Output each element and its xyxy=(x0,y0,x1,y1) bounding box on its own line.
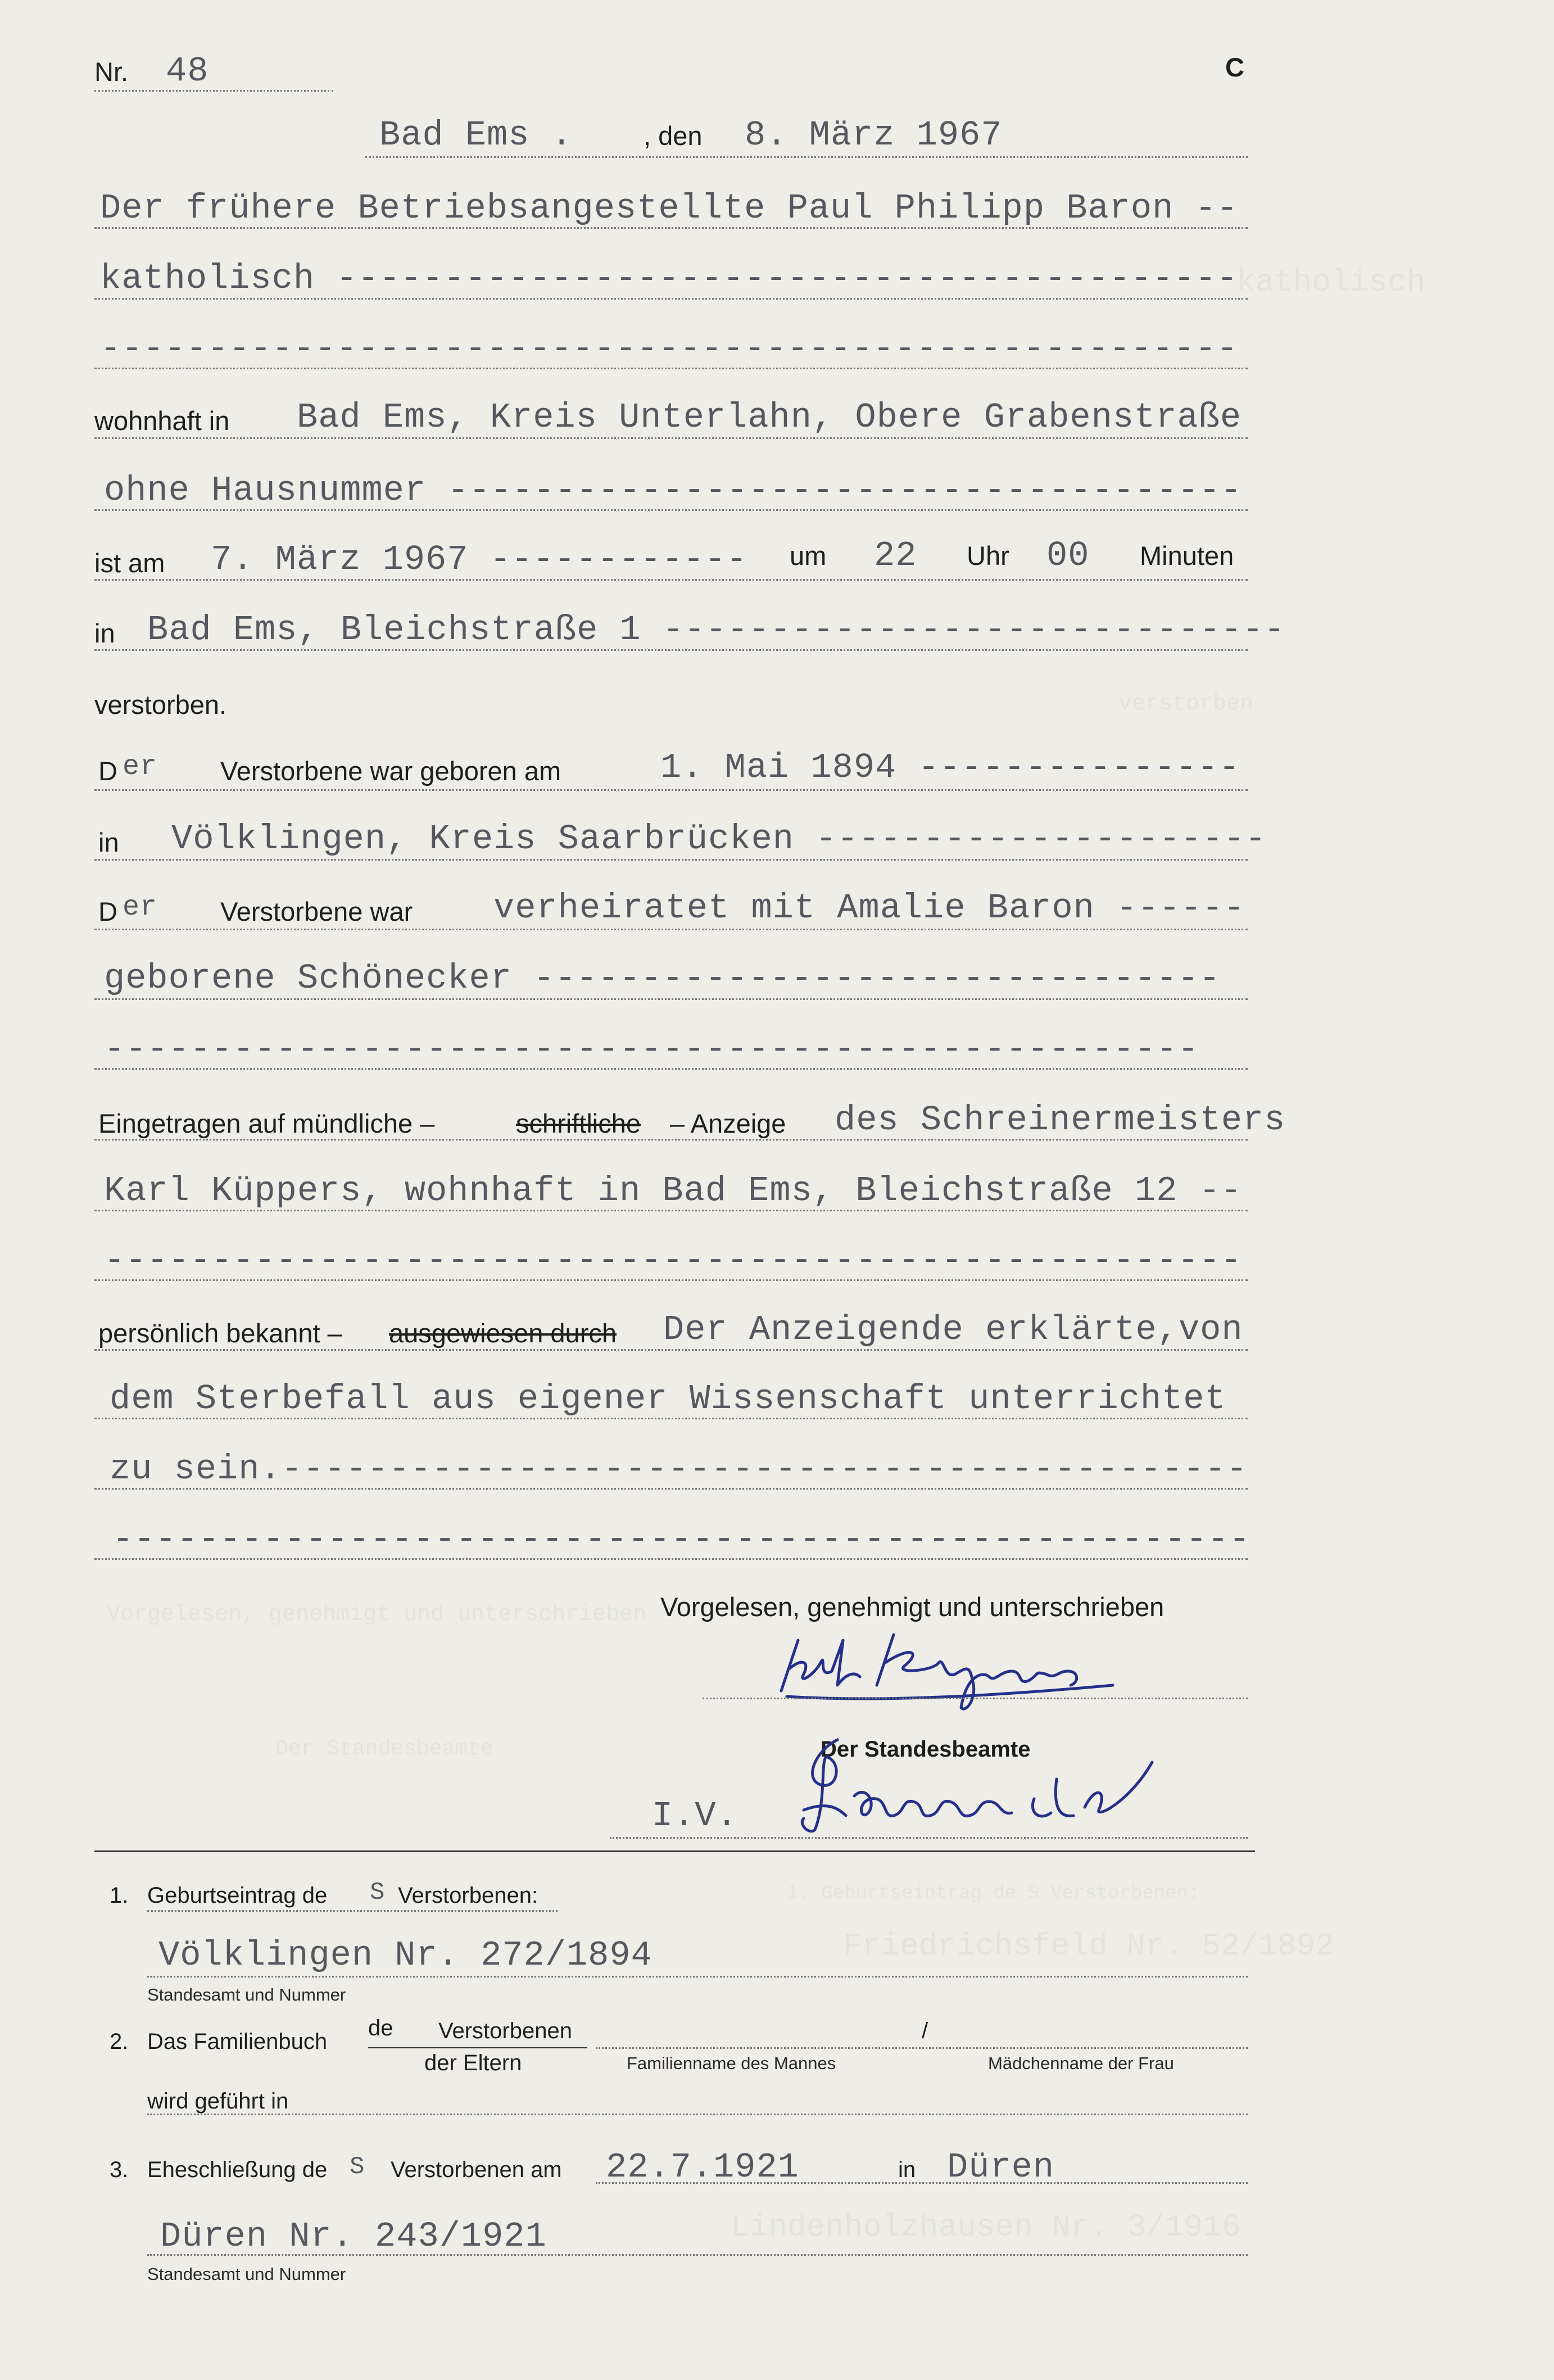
death-hour: 22 xyxy=(874,536,917,576)
rule xyxy=(147,2114,1248,2115)
family-book-de: de xyxy=(368,2016,393,2040)
rule xyxy=(94,649,1248,651)
registrar-title: Der Standesbeamte xyxy=(821,1737,1031,1762)
rule xyxy=(596,2182,1248,2184)
ist-am-label: ist am xyxy=(94,548,165,578)
rule xyxy=(94,509,1248,511)
bleed-through-text: Der Standesbeamte xyxy=(275,1737,493,1761)
death-date: 7. März 1967 ------------ xyxy=(211,540,748,580)
rule xyxy=(94,1349,1248,1351)
rule xyxy=(94,579,1248,581)
birth-in-label: in xyxy=(98,827,119,857)
rule xyxy=(94,998,1248,1000)
marriage-label-2: Verstorbenen am xyxy=(391,2157,562,2182)
known-struck-identified: ausgewiesen durch xyxy=(389,1318,617,1348)
uhr-label: Uhr xyxy=(967,541,1009,571)
register-number-label: Nr. xyxy=(94,57,129,87)
rule xyxy=(94,1279,1248,1281)
marriage-place: Düren xyxy=(947,2147,1055,2187)
informant-signature xyxy=(764,1618,1158,1719)
death-place: Bad Ems, Bleichstraße 1 ----------------------------- xyxy=(147,610,1285,650)
marriage-date: 22.7.1921 xyxy=(606,2147,799,2187)
birth-entry-s: S xyxy=(370,1879,386,1907)
rule xyxy=(94,1139,1248,1141)
registration-value-1: des Schreinermeisters xyxy=(835,1100,1286,1140)
minuten-label: Minuten xyxy=(1140,541,1234,571)
in-label: in xyxy=(94,618,115,648)
record-date: 8. März 1967 xyxy=(745,115,1003,155)
registration-value-7: ----------------------------------------------------- xyxy=(112,1519,1251,1559)
marital-d-suffix: er xyxy=(123,892,158,924)
marital-value-3: --------------------------------------------------- xyxy=(104,1029,1199,1069)
registration-value-6: zu sein.--------------------------------------------- xyxy=(110,1449,1248,1489)
bleed-through-text: katholisch xyxy=(1236,264,1426,300)
registration-label-2: – Anzeige xyxy=(670,1108,786,1138)
rule xyxy=(94,368,1248,369)
wohnhaft-label: wohnhaft in xyxy=(94,406,230,436)
wife-maiden-name-caption: Mädchenname der Frau xyxy=(988,2053,1174,2073)
birth-entry-value: Völklingen Nr. 272/1894 xyxy=(158,1935,653,1975)
family-book-slash: / xyxy=(922,2019,928,2043)
rule xyxy=(94,1418,1248,1419)
place-of-record: Bad Ems . xyxy=(379,115,573,155)
rule xyxy=(147,1910,558,1912)
registrar-signature xyxy=(792,1717,1231,1841)
birth-entry-label: Geburtseintrag de xyxy=(147,1883,328,1908)
registration-value-3: ----------------------------------------------------- xyxy=(104,1241,1242,1281)
footer-n1: 1. xyxy=(110,1883,129,1908)
rule xyxy=(94,1210,1248,1211)
um-label: um xyxy=(790,541,827,571)
rule xyxy=(94,298,1248,300)
rule xyxy=(368,2047,587,2048)
form-letter: C xyxy=(1225,52,1244,82)
rule xyxy=(94,1068,1248,1070)
section-divider xyxy=(94,1850,1255,1852)
rule xyxy=(703,1698,1248,1699)
marital-d-label: D xyxy=(98,897,117,926)
rule xyxy=(147,2254,1248,2256)
kept-in-label: wird geführt in xyxy=(147,2089,289,2114)
registration-value-4: Der Anzeigende erklärte,von xyxy=(663,1310,1243,1350)
bleed-through-text: Vorgelesen, genehmigt und unterschrieben xyxy=(107,1602,647,1627)
read-approved-signed-label: Vorgelesen, genehmigt und unterschrieben xyxy=(660,1592,1165,1622)
deceased-line-2: katholisch ------------------------------------------ xyxy=(100,259,1238,298)
birth-entry-label-2: Verstorbenen: xyxy=(398,1883,538,1908)
family-book-label: Das Familienbuch xyxy=(147,2029,328,2054)
rule xyxy=(94,1558,1248,1560)
rule xyxy=(94,227,1248,229)
rule xyxy=(94,1488,1248,1490)
rule xyxy=(94,789,1248,791)
registration-value-5: dem Sterbefall aus eigener Wissenschaft unterrichtet xyxy=(110,1379,1226,1419)
birth-d-label: D xyxy=(98,756,117,786)
marriage-s: S xyxy=(350,2153,365,2181)
bleed-through-text: Lindenholzhausen Nr. 3/1916 xyxy=(731,2209,1241,2245)
husband-surname-caption: Familienname des Mannes xyxy=(627,2053,836,2073)
registration-label: Eingetragen auf mündliche – xyxy=(98,1108,435,1138)
marriage-registry-value: Düren Nr. 243/1921 xyxy=(160,2216,547,2256)
deceased-line-3: ----------------------------------------------------- xyxy=(100,329,1238,369)
birth-date: 1. Mai 1894 --------------- xyxy=(660,748,1240,788)
bleed-through-text: 1. Geburtseintrag de S Verstorbenen: xyxy=(787,1883,1200,1904)
marriage-label: Eheschließung de xyxy=(147,2157,328,2182)
footer-n3: 3. xyxy=(110,2157,129,2182)
rule xyxy=(596,2047,1248,2049)
footer-n2: 2. xyxy=(110,2029,129,2054)
registry-office-caption-2: Standesamt und Nummer xyxy=(147,2264,346,2284)
rule xyxy=(94,90,333,92)
rule xyxy=(94,929,1248,930)
deceased-line-1: Der frühere Betriebsangestellte Paul Philipp Baron -- xyxy=(100,188,1238,228)
rule xyxy=(94,859,1248,861)
den-label: , den xyxy=(644,121,703,151)
marital-value-1: verheiratet mit Amalie Baron ------ xyxy=(493,888,1245,928)
residence-line-2: ohne Hausnummer ------------------------------------- xyxy=(104,470,1242,510)
register-number-value: 48 xyxy=(166,51,209,91)
registration-value-2: Karl Küppers, wohnhaft in Bad Ems, Bleichstraße 12 -- xyxy=(104,1171,1242,1211)
birth-place: Völklingen, Kreis Saarbrücken --------------------- xyxy=(171,819,1267,859)
known-label: persönlich bekannt – xyxy=(98,1318,342,1348)
rule xyxy=(610,1837,1248,1839)
iv-marker: I.V. xyxy=(652,1796,738,1836)
birth-d-suffix: er xyxy=(123,751,158,783)
rule xyxy=(147,1976,1248,1978)
residence-line-1: Bad Ems, Kreis Unterlahn, Obere Grabenstraße xyxy=(297,397,1242,437)
marital-value-2: geborene Schönecker -------------------------------- xyxy=(104,958,1221,998)
rule xyxy=(365,156,1248,158)
bleed-through-text: verstorben xyxy=(1118,691,1254,717)
family-book-deceased: Verstorbenen xyxy=(438,2019,572,2043)
bleed-through-text: Friedrichsfeld Nr. 52/1892 xyxy=(843,1928,1334,1964)
marital-label: Verstorbene war xyxy=(220,897,413,926)
registration-struck-written: schriftliche xyxy=(516,1108,641,1138)
death-minute: 00 xyxy=(1046,536,1090,576)
registry-office-caption: Standesamt und Nummer xyxy=(147,1985,346,2005)
marriage-in-label: in xyxy=(898,2157,916,2182)
family-book-parents: der Eltern xyxy=(424,2051,522,2075)
birth-label: Verstorbene war geboren am xyxy=(220,756,561,786)
rule xyxy=(94,437,1248,439)
verstorben-label: verstorben. xyxy=(94,690,227,720)
